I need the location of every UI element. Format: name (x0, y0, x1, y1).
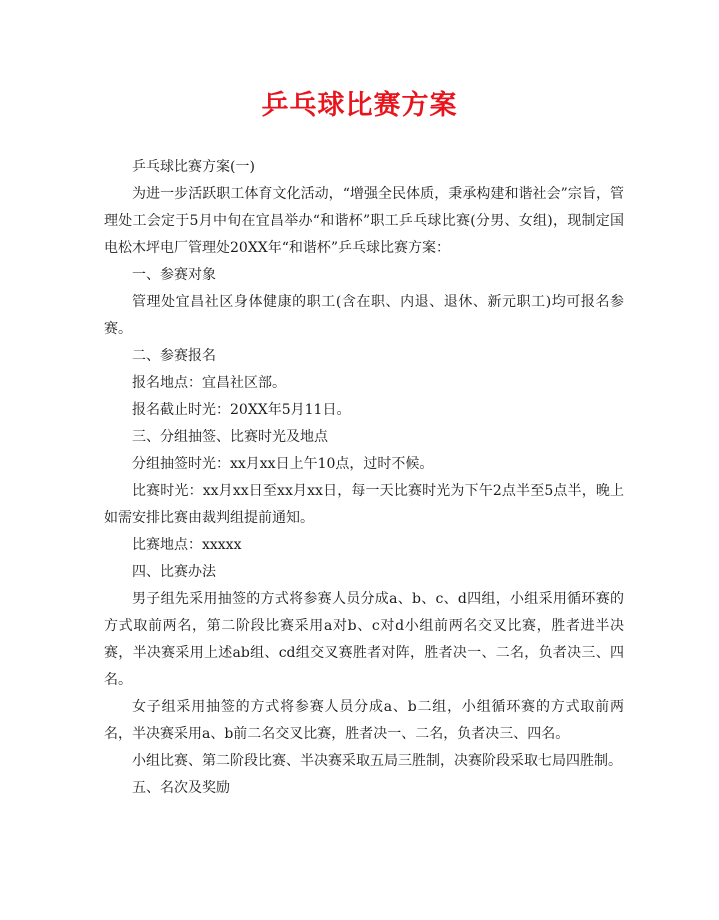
paragraph-match-time: 比赛时光：xx月xx日至xx月xx日，每一天比赛时光为下午2点半至5点半，晚上如需安排比赛由裁判组提前通知。 (104, 483, 624, 526)
heading-draw-schedule: 三、分组抽签、比赛时光及地点 (132, 429, 328, 445)
paragraph-subtitle: 乒乓球比赛方案(一) (132, 159, 255, 175)
heading-rules: 四、比赛办法 (132, 564, 216, 580)
paragraph-match-format: 小组比赛、第二阶段比赛、半决赛采取五局三胜制，决赛阶段采取七局四胜制。 (132, 753, 622, 769)
heading-registration: 二、参赛报名 (132, 348, 216, 364)
paragraph-draw-time: 分组抽签时光：xx月xx日上午10点，过时不候。 (132, 456, 434, 472)
document-title: 乒乓球比赛方案 (261, 90, 458, 121)
paragraph-womens-rules: 女子组采用抽签的方式将参赛人员分成a、b二组，小组循环赛的方式取前两名，半决赛采用a、b前二名交叉比赛，胜者决一、二名，负者决三、四名。 (104, 699, 624, 742)
heading-participants: 一、参赛对象 (132, 267, 216, 283)
paragraph-registration-deadline: 报名截止时光：20XX年5月11日。 (132, 402, 351, 418)
paragraph-registration-place: 报名地点：宜昌社区部。 (132, 375, 286, 391)
document-body (104, 154, 624, 802)
paragraph-match-venue: 比赛地点：xxxxx (132, 537, 242, 553)
paragraph-mens-rules: 男子组先采用抽签的方式将参赛人员分成a、b、c、d四组，小组采用循环赛的方式取前两名，第二阶段比赛采用a对b、c对d小组前两名交叉比赛，胜者进半决赛，半决赛采用上述ab组、cd组交叉赛胜者对阵，胜者决一、二名，负者决三、四名。 (104, 591, 624, 688)
heading-rankings-awards: 五、名次及奖励 (132, 780, 230, 796)
paragraph-participants: 管理处宜昌社区身体健康的职工(含在职、内退、退休、新元职工)均可报名参赛。 (104, 294, 624, 337)
paragraph-intro: 为进一步活跃职工体育文化活动，“增强全民体质，秉承构建和谐社会”宗旨，管理处工会定于5月中旬在宜昌举办“和谐杯”职工乒乓球比赛(分男、女组)，现制定国电松木坪电厂管理处20XX年“和谐杯”乒乓球比赛方案： (104, 186, 624, 256)
